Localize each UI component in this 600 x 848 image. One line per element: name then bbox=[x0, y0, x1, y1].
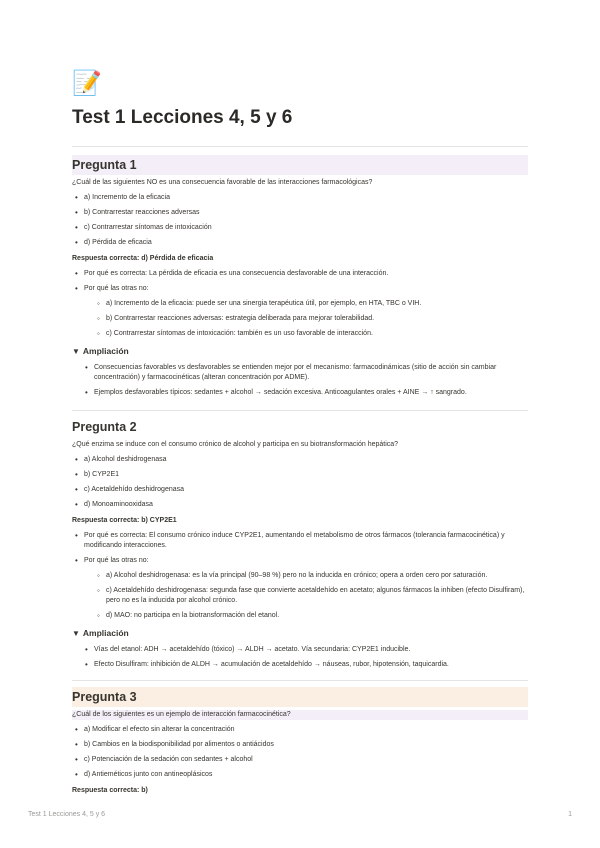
question-1 bbox=[72, 155, 528, 398]
ampliacion-item: • Efecto Disulfiram: inhibición de ALDH → acumulación de acetaldehído → náuseas, rubor, hipotensión, taquicardia. bbox=[82, 660, 528, 670]
footer-title: Test 1 Lecciones 4, 5 y 6 bbox=[28, 811, 106, 818]
option-item: • c) Potenciación de la sedación con sedantes + alcohol bbox=[72, 755, 528, 765]
why-others bbox=[72, 556, 528, 621]
ampliacion-label: Ampliación bbox=[82, 628, 129, 638]
divider bbox=[72, 410, 528, 411]
options-list bbox=[72, 455, 528, 510]
ampliacion-item: • Consecuencias favorables vs desfavorables se entienden mejor por el mecanismo: farmacodinámicas (sitio de acción sin cambiar concentración) y farmacocinéticas (alteran concentración por ADME). bbox=[82, 363, 528, 383]
other-item: ◦ a) Alcohol deshidrogenasa: es la vía principal (90–98 %) pero no la inducida en crónico; opera a orden cero por saturación. bbox=[94, 571, 528, 581]
question-heading: Pregunta 2 bbox=[72, 420, 137, 434]
option-item: • c) Acetaldehído deshidrogenasa bbox=[72, 485, 528, 495]
question-2 bbox=[72, 417, 528, 670]
option-item: • c) Contrarrestar síntomas de intoxicación bbox=[72, 223, 528, 233]
divider bbox=[72, 680, 528, 681]
question-3 bbox=[72, 687, 528, 796]
option-item: • d) Pérdida de eficacia bbox=[72, 238, 528, 248]
ampliacion-toggle[interactable] bbox=[72, 627, 528, 640]
page-number: 1 bbox=[568, 811, 572, 818]
ampliacion-item: • Vías del etanol: ADH → acetaldehído (tóxico) → ALDH → acetato. Vía secundaria: CYP2E1 inducible. bbox=[82, 645, 528, 655]
others-list bbox=[84, 299, 528, 339]
why-correct: • Por qué es correcta: El consumo crónico induce CYP2E1, aumentando el metabolismo de otros fármacos (tolerancia farmacocinética) y modificando interacciones. bbox=[72, 531, 528, 551]
correct-answer: Respuesta correcta: b) CYP2E1 bbox=[72, 517, 177, 524]
question-text: ¿Cuál de las siguientes NO es una consecuencia favorable de las interacciones farmacológicas? bbox=[72, 179, 373, 186]
option-item: • a) Modificar el efecto sin alterar la concentración bbox=[72, 725, 528, 735]
divider bbox=[72, 146, 528, 147]
option-item: • b) CYP2E1 bbox=[72, 470, 528, 480]
other-item: ◦ a) Incremento de la eficacia: puede ser una sinergia terapéutica útil, por ejemplo, en HTA, TBC o VIH. bbox=[94, 299, 528, 309]
question-text: ¿Cuál de los siguientes es un ejemplo de interacción farmacocinética? bbox=[72, 710, 528, 720]
option-item: • a) Alcohol deshidrogenasa bbox=[72, 455, 528, 465]
triangle-down-icon: ▼ bbox=[72, 629, 80, 638]
question-heading: Pregunta 1 bbox=[72, 155, 528, 175]
memo-icon: 📝 bbox=[72, 70, 102, 97]
triangle-down-icon: ▼ bbox=[72, 347, 80, 356]
option-item: • a) Incremento de la eficacia bbox=[72, 193, 528, 203]
options-list bbox=[72, 725, 528, 780]
question-heading: Pregunta 3 bbox=[72, 687, 528, 707]
others-list bbox=[84, 571, 528, 621]
question-text: ¿Qué enzima se induce con el consumo crónico de alcohol y participa en su biotransformación hepática? bbox=[72, 441, 399, 448]
option-item: • d) Antieméticos junto con antineoplásicos bbox=[72, 770, 528, 780]
other-item: ◦ c) Acetaldehído deshidrogenasa: segunda fase que convierte acetaldehído en acetato; algunos fármacos la inhiben (efecto Disulfiram), pero no es la inducida por alcohol crónico. bbox=[94, 586, 528, 606]
why-others-label: Por qué las otras no: bbox=[84, 285, 149, 292]
options-list bbox=[72, 193, 528, 248]
option-item: • b) Cambios en la biodisponibilidad por alimentos o antiácidos bbox=[72, 740, 528, 750]
why-correct: • Por qué es correcta: La pérdida de eficacia es una consecuencia desfavorable de una interacción. bbox=[72, 269, 528, 279]
why-others-label: Por qué las otras no: bbox=[84, 557, 149, 564]
option-item: • d) Monoaminooxidasa bbox=[72, 500, 528, 510]
other-item: ◦ c) Contrarrestar síntomas de intoxicación: también es un uso favorable de interacción. bbox=[94, 329, 528, 339]
option-item: • b) Contrarrestar reacciones adversas bbox=[72, 208, 528, 218]
ampliacion-label: Ampliación bbox=[82, 346, 129, 356]
why-others bbox=[72, 284, 528, 339]
ampliacion-list bbox=[72, 645, 528, 670]
document-page bbox=[72, 70, 528, 801]
ampliacion-item: • Ejemplos desfavorables típicos: sedantes + alcohol → sedación excesiva. Anticoagulantes orales + AINE → ↑ sangrado. bbox=[82, 388, 528, 398]
ampliacion-toggle[interactable] bbox=[72, 345, 528, 358]
other-item: ◦ d) MAO: no participa en la biotransformación del etanol. bbox=[94, 611, 528, 621]
explanation-list bbox=[72, 531, 528, 621]
page-title: Test 1 Lecciones 4, 5 y 6 bbox=[72, 107, 293, 128]
ampliacion-list bbox=[72, 363, 528, 398]
correct-answer: Respuesta correcta: b) bbox=[72, 787, 148, 794]
other-item: ◦ b) Contrarrestar reacciones adversas: estrategia deliberada para mejorar tolerabilidad. bbox=[94, 314, 528, 324]
explanation-list bbox=[72, 269, 528, 339]
correct-answer: Respuesta correcta: d) Pérdida de eficacia bbox=[72, 255, 214, 262]
page-footer bbox=[28, 811, 572, 818]
